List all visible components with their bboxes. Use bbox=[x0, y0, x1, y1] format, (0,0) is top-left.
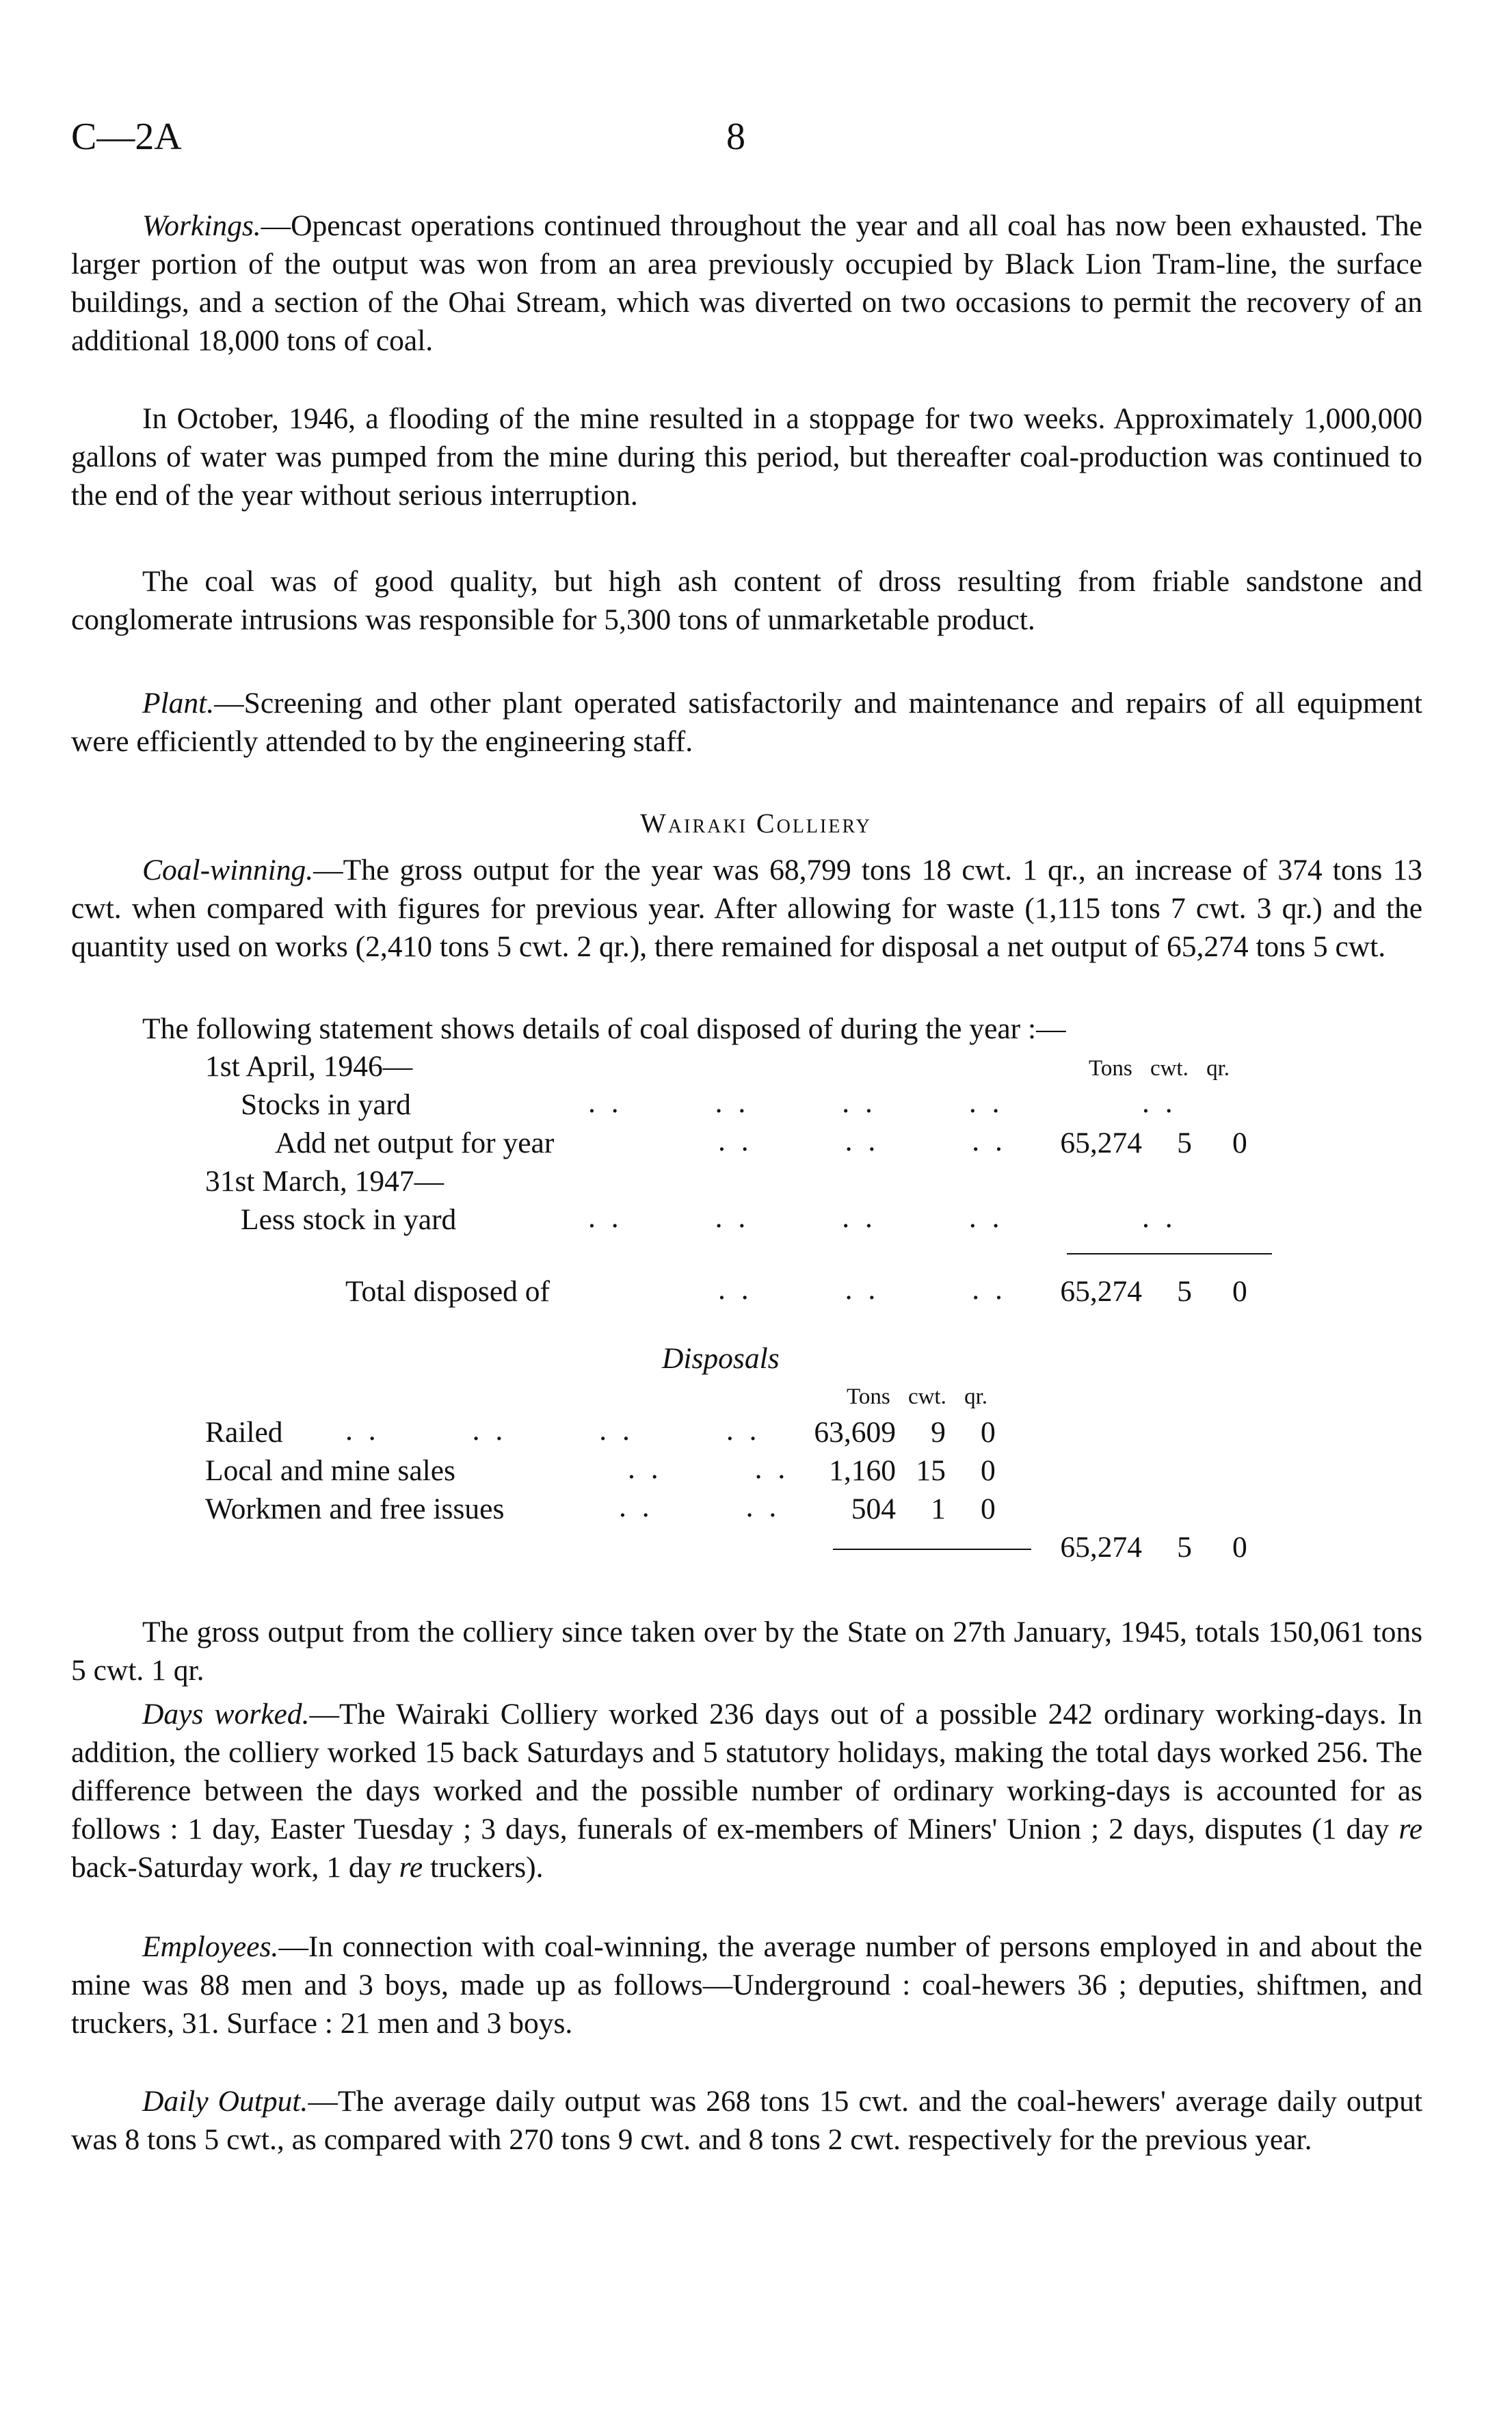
plant-heading: Plant. bbox=[142, 687, 215, 720]
statement-stocks-label: Stocks in yard bbox=[241, 1088, 411, 1121]
disposals-column-header: Tons cwt. qr. bbox=[847, 1384, 988, 1409]
statement-intro: The following statement shows details of coal disposed of during the year :— bbox=[142, 1012, 1066, 1045]
leader-dots: . . . . bbox=[619, 1490, 781, 1523]
leader-dots: . . . . bbox=[628, 1452, 790, 1485]
disposal-row-values bbox=[780, 1413, 996, 1451]
disposal-qr: 0 bbox=[981, 1416, 996, 1449]
statement-total-values bbox=[1026, 1272, 1247, 1311]
statement-date-2: 31st March, 1947— bbox=[205, 1165, 445, 1198]
disposal-row-values bbox=[780, 1451, 996, 1490]
section-title: Wairaki Colliery bbox=[640, 808, 872, 839]
statement-total-label: Total disposed of bbox=[345, 1275, 550, 1308]
leader-dots: . . . . . . bbox=[718, 1125, 1007, 1157]
disposals-title: Disposals bbox=[662, 1342, 780, 1375]
workings-paragraph bbox=[71, 207, 1422, 360]
re-abbreviation: re bbox=[399, 1851, 423, 1884]
disposal-cwt: 15 bbox=[916, 1454, 946, 1487]
statement-column-header: Tons cwt. qr. bbox=[1089, 1056, 1230, 1081]
daily-output-paragraph bbox=[71, 2082, 1422, 2159]
disposal-row-values bbox=[780, 1490, 996, 1528]
disposals-total-qr: 0 bbox=[1232, 1531, 1247, 1564]
statement-add-label: Add net output for year bbox=[275, 1127, 555, 1159]
leader-dots: . . . . . . . . . . bbox=[588, 1086, 1177, 1119]
statement-total-qr: 0 bbox=[1232, 1275, 1247, 1308]
statement-add-tons: 65,274 bbox=[1060, 1127, 1142, 1159]
disposal-cwt: 1 bbox=[931, 1493, 946, 1525]
flooding-paragraph: In October, 1946, a flooding of the mine resulted in a stoppage for two weeks. Approximately 1,000,000 gallons of water was pumped from the mine during this period, but thereafter coal-production was continued to the end of the year without serious interruption. bbox=[71, 402, 1422, 512]
plant-paragraph bbox=[71, 684, 1422, 761]
plant-text: —Screening and other plant operated satisfactorily and maintenance and repairs of all equipment were efficiently attended to by the engineering staff. bbox=[71, 687, 1422, 758]
leader-dots: . . . . . . bbox=[718, 1273, 1007, 1306]
disposal-tons: 1,160 bbox=[829, 1454, 896, 1487]
report-reference: C—2A bbox=[71, 116, 182, 158]
workings-heading: Workings. bbox=[142, 209, 261, 242]
gross-output-paragraph: The gross output from the colliery since taken over by the State on 27th January, 1945, totals 150,061 tons 5 cwt. 1 qr. bbox=[71, 1616, 1422, 1687]
disposals-total-values bbox=[1026, 1528, 1247, 1566]
days-worked-text: back-Saturday work, 1 day bbox=[71, 1851, 399, 1884]
statement-add-values bbox=[1026, 1124, 1247, 1162]
subtotal-rule bbox=[1067, 1253, 1272, 1254]
leader-dots: . . . . . . . . . . bbox=[588, 1201, 1177, 1234]
coal-winning-heading: Coal-winning. bbox=[142, 854, 314, 886]
coal-winning-paragraph bbox=[71, 851, 1422, 966]
disposal-qr: 0 bbox=[981, 1454, 996, 1487]
disposal-tons: 504 bbox=[851, 1493, 896, 1525]
statement-add-cwt: 5 bbox=[1177, 1127, 1192, 1159]
employees-heading: Employees. bbox=[142, 1930, 279, 1963]
disposal-cwt: 9 bbox=[931, 1416, 946, 1449]
daily-output-heading: Daily Output. bbox=[142, 2085, 308, 2118]
days-worked-text: —The Wairaki Colliery worked 236 days out of a possible 242 ordinary working-days. In addition, the colliery worked 15 back Saturdays and 5 statutory holidays, making the total days worked 256. The difference between the days worked and the possible number of ordinary working-days is accounted for as follows : 1 day, Easter Tuesday ; 3 days, funerals of ex-members of Miners' Union ; 2 days, disputes (1 day bbox=[71, 1698, 1422, 1845]
disposal-tons: 63,609 bbox=[814, 1416, 896, 1449]
coal-winning-text: —The gross output for the year was 68,799 tons 18 cwt. 1 qr., an increase of 374 tons 13 cwt. when compared with figures for previous year. After allowing for waste (1,115 tons 7 cwt. 3 qr.) and the quantity used on works (2,410 tons 5 cwt. 2 qr.), there remained for disposal a net output of 65,274 tons 5 cwt. bbox=[71, 854, 1422, 963]
disposals-rule bbox=[833, 1549, 1031, 1550]
disposal-row-label: Workmen and free issues bbox=[205, 1493, 505, 1525]
statement-less-label: Less stock in yard bbox=[241, 1203, 457, 1236]
workings-text: —Opencast operations continued throughout the year and all coal has now been exhausted. The larger portion of the output was won from an area previously occupied by Black Lion Tram-line, the surface buildings, and a section of the Ohai Stream, which was diverted on two occasions to permit the recovery of an additional 18,000 tons of coal. bbox=[71, 209, 1422, 357]
employees-paragraph bbox=[71, 1928, 1422, 2042]
statement-add-qr: 0 bbox=[1232, 1127, 1247, 1159]
coal-quality-paragraph: The coal was of good quality, but high ash content of dross resulting from friable sandstone and conglomerate intrusions was responsible for 5,300 tons of unmarketable product. bbox=[71, 565, 1422, 636]
disposal-row-label: Local and mine sales bbox=[205, 1454, 455, 1487]
re-abbreviation: re bbox=[1398, 1813, 1422, 1845]
page-number: 8 bbox=[726, 116, 745, 158]
days-worked-text: truckers). bbox=[423, 1851, 544, 1884]
daily-output-text: —The average daily output was 268 tons 15 cwt. and the coal-hewers' average daily output was 8 tons 5 cwt., as compared with 270 tons 9 cwt. and 8 tons 2 cwt. respectively for the previous year. bbox=[71, 2085, 1423, 2156]
disposals-total-tons: 65,274 bbox=[1060, 1531, 1142, 1564]
employees-text: —In connection with coal-winning, the average number of persons employed in and about the mine was 88 men and 3 boys, made up as follows—Underground : coal-hewers 36 ; deputies, shiftmen, and truckers, 31. Surface : 21 men and 3 boys. bbox=[71, 1930, 1422, 2040]
statement-date-1: 1st April, 1946— bbox=[205, 1050, 413, 1083]
disposals-total-cwt: 5 bbox=[1177, 1531, 1192, 1564]
disposal-row-label: Railed bbox=[205, 1416, 283, 1449]
statement-total-cwt: 5 bbox=[1177, 1275, 1192, 1308]
days-worked-paragraph bbox=[71, 1695, 1422, 1887]
disposal-qr: 0 bbox=[981, 1493, 996, 1525]
days-worked-heading: Days worked. bbox=[142, 1698, 310, 1731]
statement-total-tons: 65,274 bbox=[1060, 1275, 1142, 1308]
leader-dots: . . . . . . . . bbox=[345, 1414, 761, 1447]
